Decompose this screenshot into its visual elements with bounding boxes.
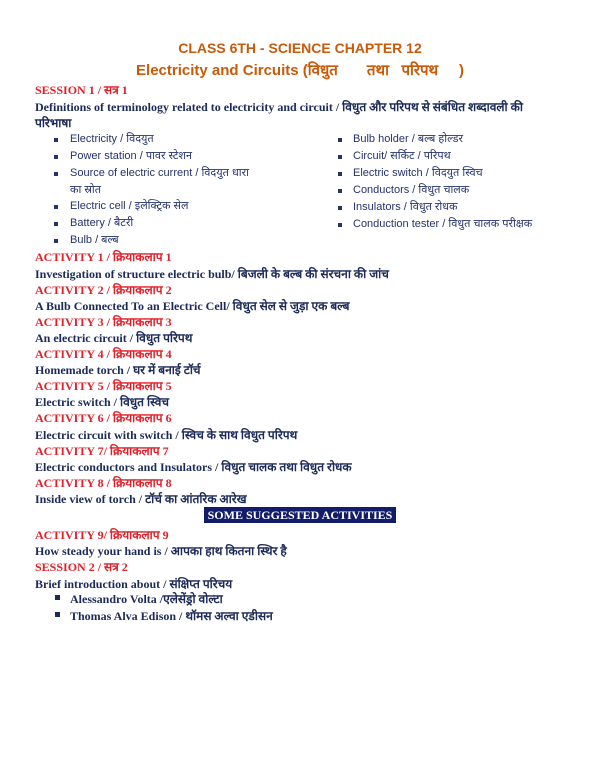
activity-7-text: Electric conductors and Insulators / विधुत चालक तथा विधुत रोधक [35,460,352,474]
activity-6-text: Electric circuit with switch / स्विच के साथ विधुत परिपथ [35,428,298,442]
activity-6-label: ACTIVITY 6 / क्रियाकलाप 6 [35,411,172,425]
activity-8-label: ACTIVITY 8 / क्रियाकलाप 8 [35,476,172,490]
activity-4-text: Homemade torch / घर में बनाई टॉर्च [35,363,201,377]
bullet-icon [54,138,58,142]
term-electric-switch: Electric switch / विदयुत स्विच [353,167,483,179]
definitions-heading: Definitions of terminology related to electricity and circuit / विधुत और परिपथ से संबंधित शब्दावली की [35,100,523,114]
term-conductors: Conductors / विधुत चालक [353,184,470,196]
bullet-icon [54,239,58,243]
term-power-station: Power station / पावर स्टेशन [70,150,192,162]
person-volta: Alessandro Volta /एलेसेंड्रो वोल्टा [70,592,223,606]
activity-4-label: ACTIVITY 4 / क्रियाकलाप 4 [35,347,172,361]
bullet-icon [338,223,342,227]
brief-intro-heading: Brief introduction about / संक्षिप्त परिचय [35,577,233,591]
term-bulb-holder: Bulb holder / बल्ब होल्डर [353,133,463,145]
bullet-icon [338,189,342,193]
activity-8-text: Inside view of torch / टॉर्च का आंतरिक आरेख [35,492,247,506]
activity-2-label: ACTIVITY 2 / क्रियाकलाप 2 [35,283,172,297]
activity-5-label: ACTIVITY 5 / क्रियाकलाप 5 [35,379,172,393]
bullet-icon [54,205,58,209]
activity-1-label: ACTIVITY 1 / क्रियाकलाप 1 [35,250,172,264]
bullet-icon [338,138,342,142]
bullet-icon [55,595,60,600]
chapter-title: Electricity and Circuits (विधुत तथा परिपथ ) [136,62,464,79]
person-edison: Thomas Alva Edison / थॉमस अल्वा एडीसन [70,609,273,623]
term-conduction-tester: Conduction tester / विधुत चालक परीक्षक [353,218,533,230]
activity-2-text: A Bulb Connected To an Electric Cell/ विधुत सेल से जुड़ा एक बल्ब [35,299,350,313]
bullet-icon [338,155,342,159]
definitions-heading-cont: परिभाषा [35,116,72,130]
activity-5-text: Electric switch / विधुत स्विच [35,395,170,409]
bullet-icon [54,155,58,159]
bullet-icon [338,172,342,176]
bullet-icon [54,222,58,226]
suggested-activities-banner: SOME SUGGESTED ACTIVITIES [204,507,396,523]
term-circuit: Circuit/ सर्किट / परिपथ [353,150,451,162]
activity-3-label: ACTIVITY 3 / क्रियाकलाप 3 [35,315,172,329]
term-source-current-cont: का स्रोत [70,184,102,196]
term-battery: Battery / बैटरी [70,217,134,229]
session-2-label: SESSION 2 / सत्र 2 [35,560,128,574]
activity-3-text: An electric circuit / विधुत परिपथ [35,331,193,345]
activity-9-label: ACTIVITY 9/ क्रियाकलाप 9 [35,528,169,542]
activity-9-text: How steady your hand is / आपका हाथ कितना स्थिर है [35,544,287,558]
session-1-label: SESSION 1 / सत्र 1 [35,83,128,97]
term-insulators: Insulators / विधुत रोधक [353,201,458,213]
bullet-icon [54,172,58,176]
bullet-icon [338,206,342,210]
activity-1-text: Investigation of structure electric bulb/ बिजली के बल्ब की संरचना की जांच [35,267,389,281]
term-electricity: Electricity / विदयुत [70,133,154,145]
term-source-current: Source of electric current / विदयुत धारा [70,167,249,179]
term-electric-cell: Electric cell / इलेक्ट्रिक सेल [70,200,189,212]
class-title: CLASS 6TH - SCIENCE CHAPTER 12 [178,40,422,56]
activity-7-label: ACTIVITY 7/ क्रियाकलाप 7 [35,444,169,458]
term-bulb: Bulb / बल्ब [70,234,119,246]
bullet-icon [55,612,60,617]
